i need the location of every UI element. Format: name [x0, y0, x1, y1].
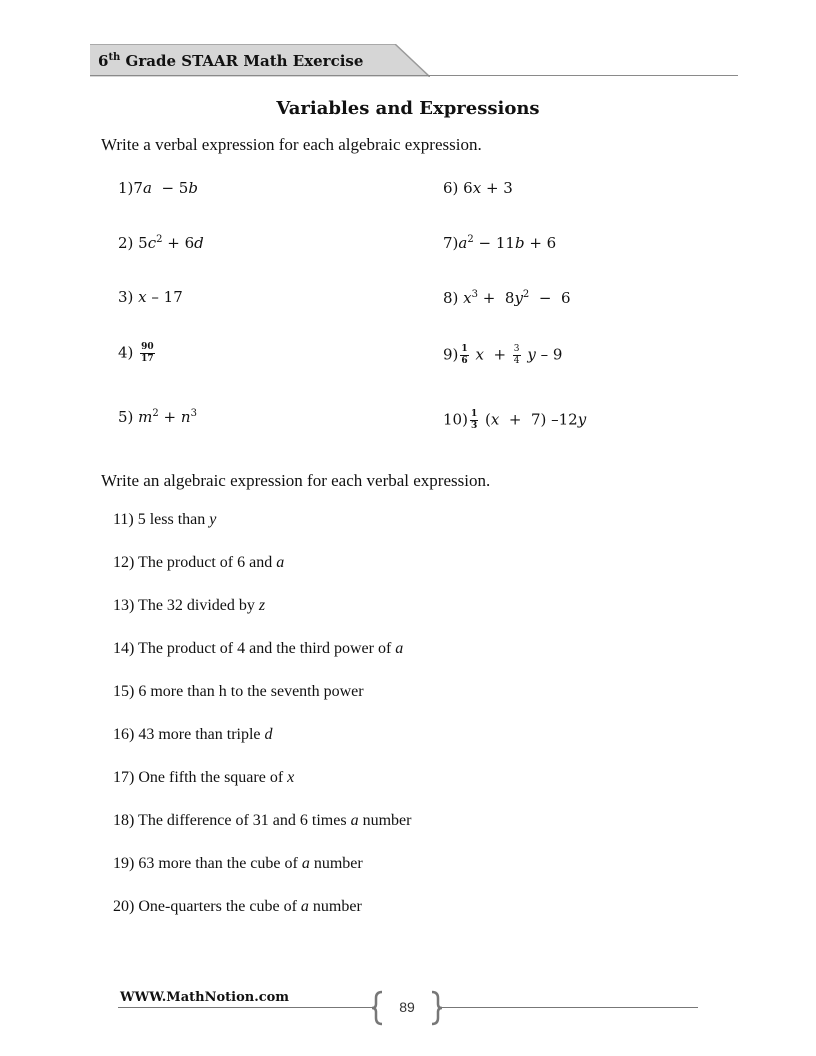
footer-rule-right — [440, 1007, 698, 1008]
verbal-item-14: 14) The product of 4 and the third power of a — [113, 640, 404, 657]
expression-item-9: 9) $\frac{1}{6}$ x + $\frac{3}{4}$ y – 9 — [443, 344, 563, 366]
expression-item-2: 2) $5c^2 + 6d$ — [118, 234, 204, 252]
fraction-3-4: $\frac{3}{4}$ — [513, 344, 520, 366]
fraction-90-17: $\frac{90}{17}$ — [141, 342, 154, 364]
verbal-item-12: 12) The product of 6 and a — [113, 554, 285, 571]
fraction-1-6: $\frac{1}{6}$ — [461, 344, 468, 366]
verbal-item-17: 17) One fifth the square of x — [113, 769, 295, 786]
verbal-item-18: 18) The difference of 31 and 6 times a number — [113, 812, 412, 829]
fraction-1-3: $\frac{1}{3}$ — [470, 409, 478, 431]
verbal-item-13: 13) The 32 divided by z — [113, 597, 266, 614]
expression-item-4: 4) $\frac{90}{17}$ — [118, 342, 154, 364]
expression-item-5: 5) $m^2 + n^3$ — [118, 408, 197, 426]
verbal-item-11: 11) 5 less than y — [113, 511, 217, 528]
expression-item-8: 8) $x^3 + 8y^2 - 6$ — [443, 289, 571, 307]
expression-item-10: 10) $\frac{1}{3}$ (x + 7) –12y — [443, 409, 587, 431]
verbal-item-15: 15) 6 more than h to the seventh power — [113, 683, 364, 700]
footer-rule-left — [118, 1007, 376, 1008]
header-title: 6th Grade STAAR Math Exercise — [98, 52, 364, 70]
header-rule — [90, 75, 738, 76]
part2-instruction: Write an algebraic expression for each verbal expression. — [101, 471, 491, 490]
page-number: 89 — [399, 999, 415, 1015]
verbal-item-16: 16) 43 more than triple d — [113, 726, 273, 743]
expression-item-6: 6) 6x + 3 — [443, 179, 513, 197]
expression-item-3: 3) x – 17 — [118, 288, 183, 306]
part1-instruction: Write a verbal expression for each algebraic expression. — [101, 135, 482, 154]
footer-website: WWW.MathNotion.com — [120, 990, 290, 1005]
expression-item-1: 1)7a − 5b — [118, 179, 198, 197]
verbal-item-19: 19) 63 more than the cube of a number — [113, 855, 363, 872]
page-title: Variables and Expressions — [276, 98, 540, 119]
verbal-item-20: 20) One-quarters the cube of a number — [113, 898, 362, 915]
expression-item-7: $7)a^2 - 11b + 6$ — [443, 234, 557, 252]
